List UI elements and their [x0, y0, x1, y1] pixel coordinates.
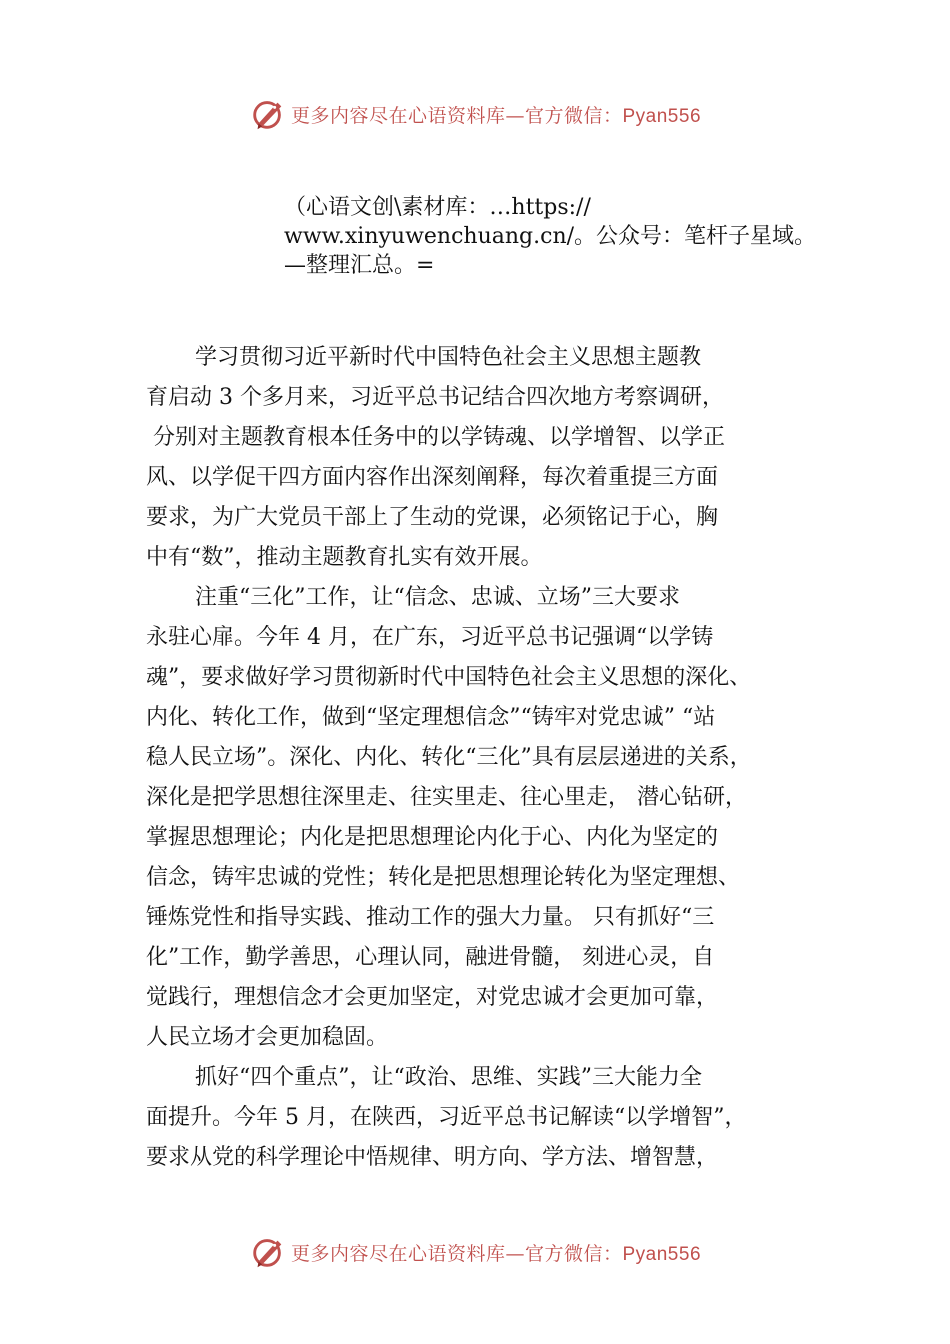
source-line: www.xinyuwenchuang.cn/。公众号：笔杆子星域。	[284, 224, 817, 249]
text-line: 掌握思想理论；内化是把思想理论内化于心、内化为坚定的	[146, 825, 719, 850]
footer-banner	[0, 1232, 950, 1272]
text-line: 深化是把学思想往深里走、往实里走、往心里走， 潜心钻研，	[146, 785, 747, 810]
text-line: 永驻心扉。今年 4 月，在广东，习近平总书记强调“以学铸	[146, 625, 714, 650]
source-line: （心语文创\素材库：…https://	[284, 195, 591, 220]
text-line: 稳人民立场”。深化、内化、转化“三化”具有层层递进的关系，	[146, 745, 752, 770]
text-line: 信念，铸牢忠诚的党性；转化是把思想理论转化为坚定理想、	[146, 865, 741, 890]
source-note	[284, 193, 904, 280]
text-line: 觉践行，理想信念才会更加坚定，对党忠诚才会更加可靠，	[146, 985, 719, 1010]
source-line: —整理汇总。=	[284, 253, 435, 278]
wechat-id: Pyan556	[622, 1243, 702, 1265]
text-line: 魂”，要求做好学习贯彻新时代中国特色社会主义思想的深化、	[146, 665, 752, 690]
text-line: 化”工作，勤学善思，心理认同，融进骨髓， 刻进心灵，自	[146, 945, 715, 970]
text-line: 要求从党的科学理论中悟规律、明方向、学方法、增智慧，	[146, 1145, 719, 1170]
text-line: 注重“三化”工作，让“信念、忠诚、立场”三大要求	[195, 585, 680, 610]
text-line: 抓好“四个重点”，让“政治、思维、实践”三大能力全	[195, 1065, 702, 1090]
text-line: 育启动 3 个多月来，习近平总书记结合四次地方考察调研，	[146, 385, 724, 410]
text-line: 锤炼党性和指导实践、推动工作的强大力量。 只有抓好“三	[146, 905, 715, 930]
pen-nib-logo-icon	[249, 1233, 287, 1271]
text-line: 分别对主题教育根本任务中的以学铸魂、以学增智、以学正	[146, 425, 725, 450]
text-line: 人民立场才会更加稳固。	[146, 1025, 389, 1050]
header-banner	[0, 94, 950, 134]
banner-text: 更多内容尽在心语资料库—官方微信：Pyan556	[290, 104, 702, 127]
text-line: 学习贯彻习近平新时代中国特色社会主义思想主题教	[195, 345, 702, 370]
text-line: 风、以学促干四方面内容作出深刻阐释，每次着重提三方面	[146, 465, 719, 490]
wechat-id: Pyan556	[622, 105, 702, 127]
text-line: 要求，为广大党员干部上了生动的党课，必须铭记于心，胸	[146, 505, 719, 530]
text-line: 内化、转化工作，做到“坚定理想信念”“铸牢对党忠诚” “站	[146, 705, 716, 730]
text-line: 中有“数”，推动主题教育扎实有效开展。	[146, 545, 543, 570]
banner-text: 更多内容尽在心语资料库—官方微信：Pyan556	[290, 1242, 702, 1265]
pen-nib-logo-icon	[249, 95, 287, 133]
article-body	[146, 338, 836, 1178]
text-line: 面提升。今年 5 月，在陕西，习近平总书记解读“以学增智”，	[146, 1105, 747, 1130]
